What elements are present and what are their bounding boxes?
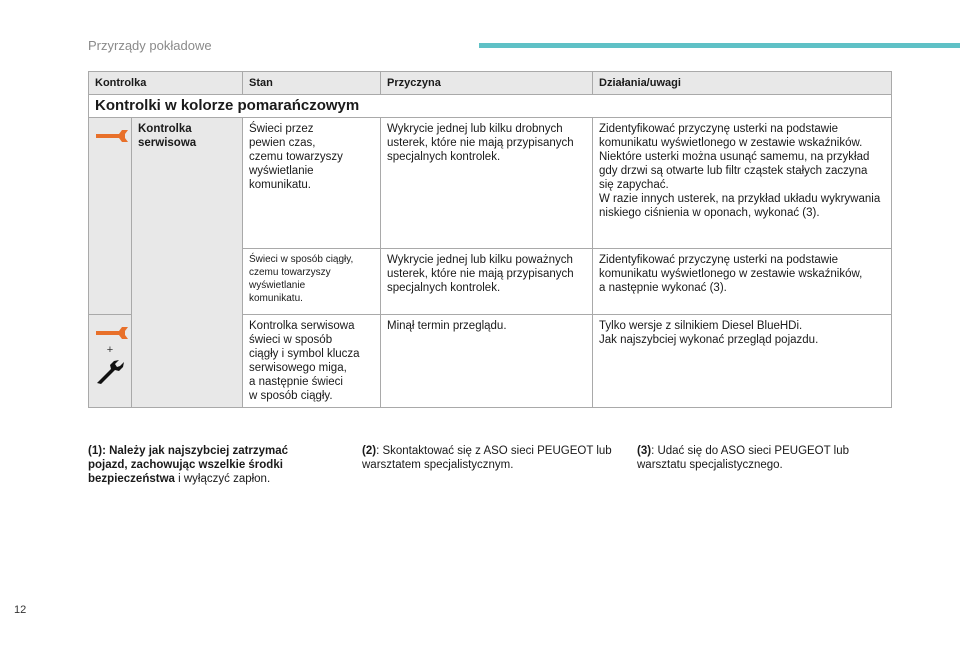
- action-cell: Zidentyfikować przyczynę usterki na podstawie komunikatu wyświetlonego w zestawie wskaźników, a następnie wykonać (3).: [593, 249, 892, 315]
- footnote-3: [637, 444, 877, 472]
- action-cell: Tylko wersje z silnikiem Diesel BlueHDi. Jak najszybciej wykonać przegląd pojazdu.: [593, 315, 892, 408]
- warning-lights-table: [88, 71, 892, 408]
- icon-cell: [89, 118, 132, 315]
- page-header-title: Przyrządy pokładowe: [88, 38, 212, 53]
- col-header-stan: Stan: [243, 72, 381, 95]
- icon-cell: [89, 315, 132, 408]
- col-header-przyczyna: Przyczyna: [381, 72, 593, 95]
- cause-cell: Wykrycie jednej lub kilku drobnych usterek, które nie mają przypisanych specjalnych kontrolek.: [381, 118, 593, 249]
- cause-cell: Minął termin przeglądu.: [381, 315, 593, 408]
- state-cell: Świeci przez pewien czas, czemu towarzyszy wyświetlanie komunikatu.: [243, 118, 381, 249]
- section-row: [89, 95, 892, 118]
- col-header-kontrolka: Kontrolka: [89, 72, 243, 95]
- footnote-text: : Udać się do ASO sieci PEUGEOT lub warsztatu specjalistycznego.: [637, 445, 849, 471]
- page-number: 12: [14, 604, 27, 616]
- footnote-ref: (2): [362, 445, 377, 457]
- footnote-ref: (1): [88, 445, 103, 457]
- footnote-1: [88, 444, 328, 486]
- footnote-ref: (3): [637, 445, 652, 457]
- footnote-bold-text: : Należy jak najszybciej zatrzymać pojazd, zachowując wszelkie środki bezpieczeństwa: [88, 445, 289, 485]
- cause-cell: Wykrycie jednej lub kilku poważnych usterek, które nie mają przypisanych specjalnych kontrolek.: [381, 249, 593, 315]
- state-cell: Kontrolka serwisowa świeci w sposób ciągły i symbol klucza serwisowego miga, a następnie świeci w sposób ciągły.: [243, 315, 381, 408]
- footnote-2: [362, 444, 612, 472]
- service-wrench-icon: [95, 359, 125, 385]
- col-header-dzialania: Działania/uwagi: [593, 72, 892, 95]
- section-title: Kontrolki w kolorze pomarańczowym: [89, 95, 892, 118]
- wrench-icon: [95, 325, 125, 341]
- warning-name: Kontrolka serwisowa: [132, 118, 243, 408]
- table-row: [89, 118, 892, 249]
- wrench-icon: [95, 128, 125, 144]
- state-cell: Świeci w sposób ciągły, czemu towarzyszy wyświetlanie komunikatu.: [243, 249, 381, 315]
- plus-sign: +: [106, 344, 114, 356]
- footnote-text: : Skontaktować się z ASO sieci PEUGEOT lub warsztatem specjalistycznym.: [362, 445, 612, 471]
- header-accent-bar: [479, 43, 960, 48]
- action-cell: Zidentyfikować przyczynę usterki na podstawie komunikatu wyświetlonego w zestawie wskaźników. Niektóre usterki można usunąć samemu, na przykład gdy drzwi są otwarte lub filtr cząstek stałych zaczyna się zapychać. W razie innych usterek, na przykład układu wykrywania niskiego ciśnienia w oponach, wykonać (3).: [593, 118, 892, 249]
- table-header-row: [89, 72, 892, 95]
- footnote-text: i wyłączyć zapłon.: [174, 473, 271, 485]
